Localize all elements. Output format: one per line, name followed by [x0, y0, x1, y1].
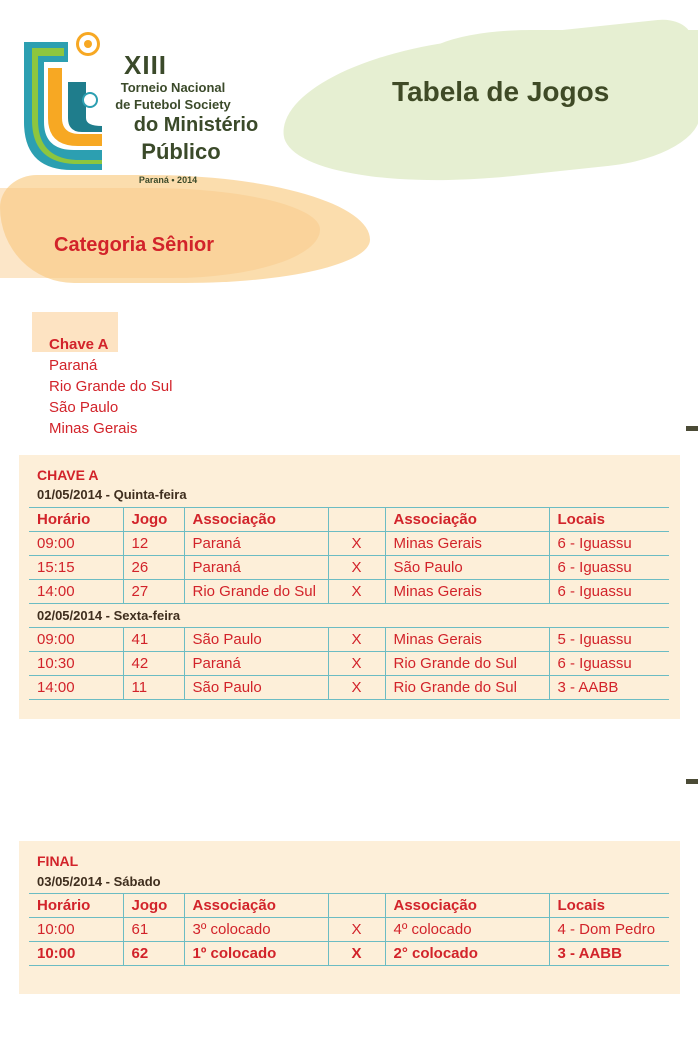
final-table [29, 893, 669, 966]
cell-home: São Paulo [184, 628, 328, 652]
chave-a-day2: 02/05/2014 - Sexta-feira [29, 604, 669, 628]
cell-jogo: 26 [123, 556, 184, 580]
table-row [29, 676, 669, 700]
final-day: 03/05/2014 - Sábado [37, 874, 161, 889]
col-associacao-home: Associação [184, 894, 328, 918]
day-subheader-row [29, 604, 669, 628]
table-header-row [29, 508, 669, 532]
cell-horario: 10:00 [29, 942, 123, 966]
group-team: Rio Grande do Sul [49, 378, 173, 395]
cell-local: 3 - AABB [549, 676, 669, 700]
cell-versus: X [328, 628, 385, 652]
cell-away: São Paulo [385, 556, 549, 580]
logo-line-1: Torneio Nacional [120, 80, 226, 95]
page-title: Tabela de Jogos [392, 76, 610, 107]
cell-jogo: 12 [123, 532, 184, 556]
table-row [29, 580, 669, 604]
group-team: Minas Gerais [49, 420, 138, 437]
cell-horario: 10:00 [29, 918, 123, 942]
cell-local: 6 - Iguassu [549, 556, 669, 580]
cell-versus: X [328, 556, 385, 580]
cell-horario: 15:15 [29, 556, 123, 580]
cell-away: Minas Gerais [385, 580, 549, 604]
group-title: Chave A [49, 336, 109, 353]
col-associacao-away: Associação [385, 508, 549, 532]
cell-local: 6 - Iguassu [549, 580, 669, 604]
cell-home: Paraná [184, 652, 328, 676]
group-team: São Paulo [49, 399, 119, 416]
cell-home: 1º colocado [184, 942, 328, 966]
cell-local: 6 - Iguassu [549, 532, 669, 556]
cell-jogo: 41 [123, 628, 184, 652]
logo-numeral: XIII [124, 50, 168, 80]
col-associacao-home: Associação [184, 508, 328, 532]
logo-line-3: do Ministério [133, 114, 259, 136]
cell-jogo: 61 [123, 918, 184, 942]
cell-horario: 14:00 [29, 580, 123, 604]
chave-a-title: CHAVE A [37, 467, 99, 483]
cell-jogo: 42 [123, 652, 184, 676]
table-row [29, 556, 669, 580]
cell-jogo: 11 [123, 676, 184, 700]
cell-horario: 09:00 [29, 628, 123, 652]
cell-away: Rio Grande do Sul [385, 676, 549, 700]
cell-home: 3º colocado [184, 918, 328, 942]
col-locais: Locais [549, 508, 669, 532]
cell-horario: 14:00 [29, 676, 123, 700]
cell-local: 3 - AABB [549, 942, 669, 966]
table-row [29, 652, 669, 676]
cell-versus: X [328, 918, 385, 942]
col-jogo: Jogo [123, 508, 184, 532]
final-panel [19, 841, 680, 994]
chave-a-panel [19, 455, 680, 719]
cell-jogo: 27 [123, 580, 184, 604]
cell-home: São Paulo [184, 676, 328, 700]
cell-jogo: 62 [123, 942, 184, 966]
cell-local: 4 - Dom Pedro [549, 918, 669, 942]
col-horario: Horário [29, 508, 123, 532]
cell-horario: 10:30 [29, 652, 123, 676]
cell-versus: X [328, 580, 385, 604]
col-versus [328, 508, 385, 532]
final-title: FINAL [37, 853, 79, 869]
group-team: Paraná [49, 357, 98, 374]
edge-marker [686, 779, 698, 784]
tournament-logo [18, 22, 259, 185]
table-header-row [29, 894, 669, 918]
cell-versus: X [328, 676, 385, 700]
cell-home: Paraná [184, 556, 328, 580]
col-locais: Locais [549, 894, 669, 918]
chave-a-day1: 01/05/2014 - Quinta-feira [37, 487, 187, 502]
cell-away: Rio Grande do Sul [385, 652, 549, 676]
table-row-final-match [29, 942, 669, 966]
cell-away: Minas Gerais [385, 628, 549, 652]
col-versus [328, 894, 385, 918]
logo-line-5: Paraná • 2014 [138, 175, 198, 185]
col-horario: Horário [29, 894, 123, 918]
cell-away: 4º colocado [385, 918, 549, 942]
table-row [29, 628, 669, 652]
category-title: Categoria Sênior [54, 234, 215, 256]
chave-a-table [29, 507, 669, 700]
cell-home: Rio Grande do Sul [184, 580, 328, 604]
edge-marker [686, 426, 698, 431]
cell-local: 5 - Iguassu [549, 628, 669, 652]
logo-line-4: Público [141, 139, 221, 164]
cell-away: 2° colocado [385, 942, 549, 966]
cell-versus: X [328, 652, 385, 676]
table-row [29, 532, 669, 556]
orange-brush-decoration-2 [0, 188, 320, 278]
cell-home: Paraná [184, 532, 328, 556]
table-row [29, 918, 669, 942]
cell-versus: X [328, 942, 385, 966]
col-jogo: Jogo [123, 894, 184, 918]
group-team-list [49, 334, 172, 439]
cell-away: Minas Gerais [385, 532, 549, 556]
cell-local: 6 - Iguassu [549, 652, 669, 676]
cell-horario: 09:00 [29, 532, 123, 556]
cell-versus: X [328, 532, 385, 556]
logo-line-2: de Futebol Society [115, 97, 231, 112]
col-associacao-away: Associação [385, 894, 549, 918]
